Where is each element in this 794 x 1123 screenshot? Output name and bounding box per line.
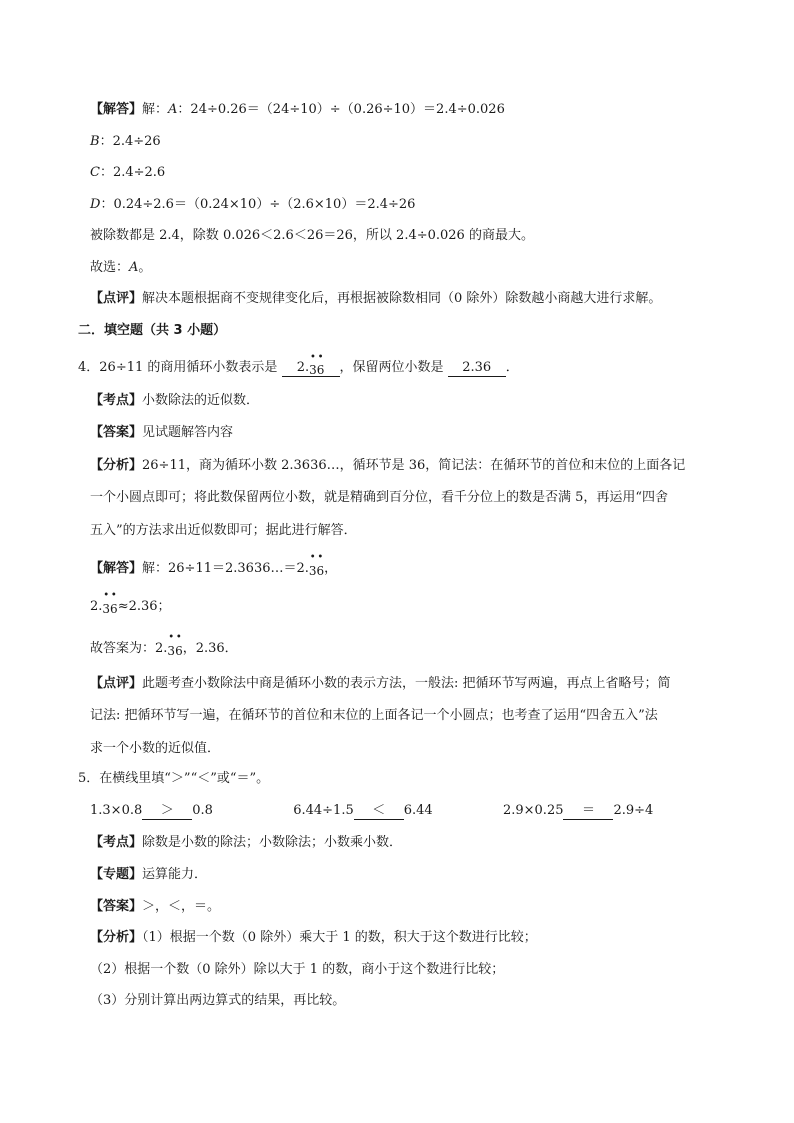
q3-solution-a: 【解答】解：A：24÷0.26＝（24÷10）÷（0.26÷10）＝2.4÷0.026 <box>90 102 505 117</box>
section-title: 二．填空题（共 3 小题） <box>78 323 227 338</box>
q4-daan: 【答案】见试题解答内容 <box>90 425 234 440</box>
q3-jieda-tag: 【解答】 <box>90 102 143 117</box>
q5-blank-2: ＜ <box>354 803 404 820</box>
repeating-digit: • 3 <box>102 590 111 616</box>
q4-jieda-2: 2. • 3 • 6≈2.36； <box>90 590 171 616</box>
q4-stem: 4．26÷11 的商用循环小数表示是 2. • 3 • 6 ，保留两位小数是 2.36 ． <box>78 352 519 377</box>
q3-compare: 被除数都是 2.4，除数 0.026＜2.6＜26＝26，所以 2.4÷0.026 的商最大。 <box>90 228 534 243</box>
q4-blank-repeating: 2. • 3 • 6 <box>282 359 340 377</box>
q5-expr-1: 1.3×0.8 ＞ 0.8 <box>90 803 213 818</box>
q5-blank-1: ＞ <box>142 803 192 820</box>
q3-dianping: 【点评】解决本题根据商不变规律变化后，再根据被除数相同（0 除外）除数越小商越大进行求解。 <box>90 291 662 306</box>
q4-fenxi-3: 五入”的方法求出近似数即可；据此进行解答． <box>90 523 357 538</box>
repeating-digit: • 6 <box>175 632 183 658</box>
q5-expr-3: 2.9×0.25 ＝ 2.9÷4 <box>502 803 654 818</box>
q5-kaodian: 【考点】除数是小数的除法；小数除法；小数乘小数． <box>90 835 403 850</box>
repeating-digit: • 6 <box>110 590 118 616</box>
q5-fenxi-1: 【分析】（1）根据一个数（0 除外）乘大于 1 的数，积大于这个数进行比较； <box>90 930 537 945</box>
repeating-digit: • 3 <box>167 632 176 658</box>
q5-fenxi-2: （2）根据一个数（0 除外）除以大于 1 的数，商小于这个数进行比较； <box>90 962 505 977</box>
q3-solution-c: C：2.4÷2.6 <box>90 165 166 180</box>
q4-dianping-3: 求一个小数的近似值． <box>90 741 221 756</box>
q4-kaodian: 【考点】小数除法的近似数． <box>90 393 260 408</box>
q4-fenxi-1: 【分析】26÷11，商为循环小数 2.3636…，循环节是 36，简记法：在循环节的首位和末位的上面各记 <box>90 458 686 473</box>
repeating-digit: • 6 <box>316 352 325 377</box>
repeating-digit: • 3 <box>309 352 317 377</box>
q5-expressions <box>90 802 653 820</box>
q4-dianping-2: 记法: 把循环节写一遍，在循环节的首位和末位的上面各记一个小圆点；也考查了运用“四舍五入”法 <box>90 708 658 723</box>
q5-zhuanti: 【专题】运算能力． <box>90 867 208 882</box>
q3-solution-b: B：2.4÷26 <box>90 134 161 149</box>
q5-daan: 【答案】＞，＜，＝。 <box>90 899 221 914</box>
q5-fenxi-3: （3）分别计算出两边算式的结果，再比较。 <box>90 993 346 1008</box>
q5-blank-3: ＝ <box>563 803 613 820</box>
q5-stem: 5．在横线里填“＞”“＜”或“＝”。 <box>78 771 270 786</box>
q5-expr-2: 6.44÷1.5 ＜ 6.44 <box>293 803 433 818</box>
q4-answer: 故答案为：2. • 3 • 6，2.36． <box>90 632 238 658</box>
repeating-digit: • 3 <box>308 552 317 578</box>
repeating-digit: • 6 <box>316 552 325 578</box>
q4-dianping-1: 【点评】此题考查小数除法中商是循环小数的表示方法，一般法: 把循环节写两遍，再点上省略号；简 <box>90 676 671 691</box>
q3-choose: 故选：A。 <box>90 260 152 275</box>
q4-jieda-1: 【解答】解：26÷11＝2.3636…＝2. • 3 • 6， <box>90 552 338 578</box>
q4-blank-rounded: 2.36 <box>448 360 506 377</box>
q4-fenxi-2: 一个小圆点即可；将此数保留两位小数，就是精确到百分位，看千分位上的数是否满 5，再运用“四舍 <box>90 490 669 505</box>
q3-solution-d: D：0.24÷2.6＝（0.24×10）÷（2.6×10）＝2.4÷26 <box>90 197 416 212</box>
